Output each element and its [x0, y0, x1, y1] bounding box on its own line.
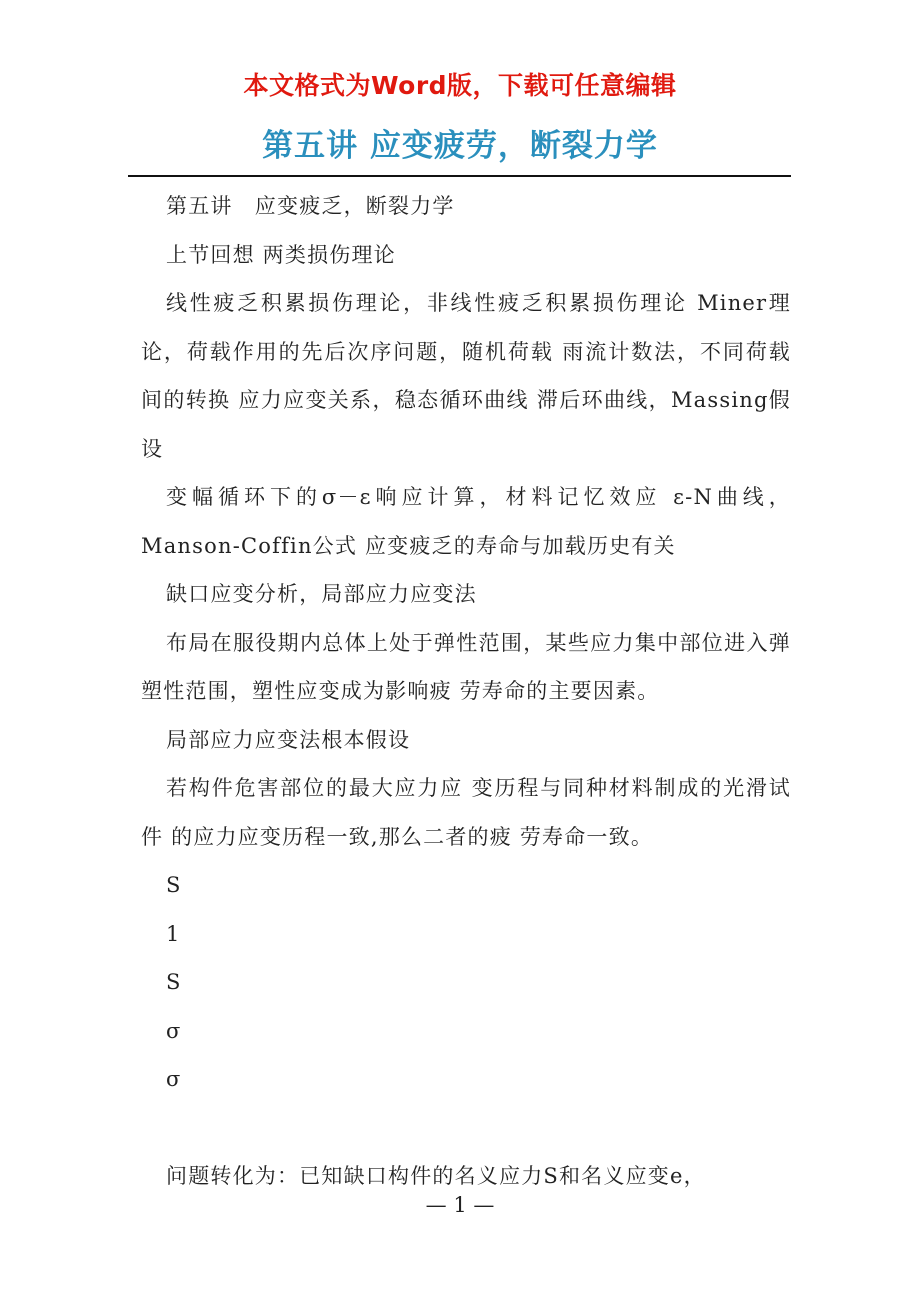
- paragraph-problem: 问题转化为：已知缺口构件的名义应力S和名义应变e，: [166, 1163, 706, 1188]
- download-banner: 本文格式为Word版，下载可任意编辑: [243, 71, 677, 100]
- symbol-line: 1: [166, 921, 181, 946]
- symbol-line: σ: [166, 1067, 182, 1091]
- spacer: [141, 1104, 791, 1152]
- paragraph-elastic-range: 布局在服役期内总体上处于弹性范围，某些应力集中部位进入弹塑性范围，塑性应变成为影响疲 劳寿命的主要因素。: [141, 630, 791, 703]
- paragraph-assumption: 若构件危害部位的最大应力应 变历程与同种材料制成的光滑试件 的应力应变历程一致,那么二者的疲 劳寿命一致。: [141, 776, 791, 849]
- paragraph-assumption-heading: 局部应力应变法根本假设: [166, 727, 411, 752]
- page-number: — 1 —: [425, 1193, 495, 1217]
- symbol-line: S: [166, 970, 182, 994]
- title-divider: [128, 175, 791, 177]
- paragraph-damage-theory: 线性疲乏积累损伤理论，非线性疲乏积累损伤理论 Miner理论，荷载作用的先后次序问题，随机荷载 雨流计数法，不同荷载间的转换 应力应变关系，稳态循环曲线 滞后环曲线，Massing假设: [141, 291, 791, 461]
- paragraph-heading: 第五讲 应变疲乏，断裂力学: [166, 194, 455, 218]
- paragraph-notch-analysis: 缺口应变分析，局部应力应变法: [166, 582, 477, 606]
- symbol-line: σ: [166, 1018, 182, 1043]
- document-title: 第五讲 应变疲劳，断裂力学: [262, 128, 658, 164]
- paragraph-review: 上节回想 两类损伤理论: [166, 242, 396, 267]
- paragraph-strain-response: 变幅循环下的σ－ε响应计算，材料记忆效应 ε-N曲线，Manson-Coffin公式 应变疲乏的寿命与加载历史有关: [141, 485, 791, 558]
- symbol-line: S: [166, 873, 182, 897]
- document-body: [141, 182, 791, 1200]
